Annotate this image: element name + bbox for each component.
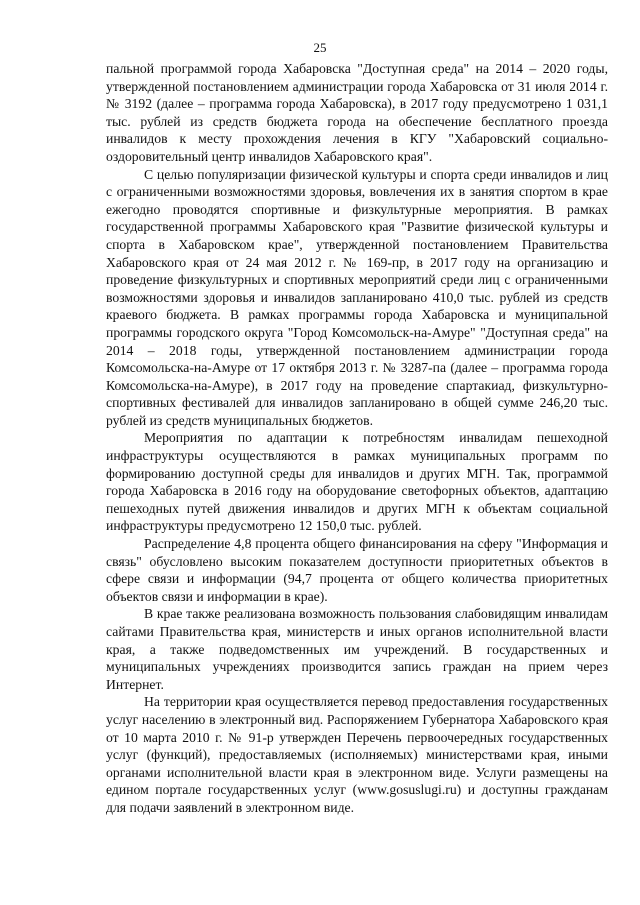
paragraph-information-communication: Распределение 4,8 процента общего финансирования на сферу "Информация и связь" обусловлено высоким показателем доступности приоритетных объектов в сфере связи и информации (94,7 процента от общего количества приоритетных объектов связи и информации в крае). (106, 536, 608, 604)
paragraph-pedestrian-infrastructure: Мероприятия по адаптации к потребностям инвалидам пешеходной инфраструктуры осуществляются в рамках муниципальных программ по формированию доступной среды для инвалидов и других МГН. Так, программой города Хабаровска в 2016 году на оборудование светофорных объектов, адаптацию пешеходных путей движения инвалидов и других МГН к объектам социальной инфраструктуры предусмотрено 12 150,0 тыс. рублей. (106, 430, 608, 534)
paragraph-websites-accessibility: В крае также реализована возможность пользования слабовидящим инвалидам сайтами Правительства края, министерств и иных органов исполнительной власти края, а также подведомственных им учреждений. В государственных и муниципальных учреждениях производится запись граждан на прием через Интернет. (106, 606, 608, 692)
paragraph-sports-events: С целью популяризации физической культуры и спорта среди инвалидов и лиц с ограниченными возможностями здоровья, вовлечения их в занятия спортом в крае ежегодно проводятся спортивные и физкультурные мероприятия. В рамках государственной программы Хабаровского края "Развитие физической культуры и спорта в Хабаровском крае", утвержденной постановлением Правительства Хабаровского края от 24 мая 2012 г. № 169-пр, в 2017 году на организацию и проведение физкультурных и спортивных мероприятий среди лиц с ограниченными возможностями здоровья и инвалидов запланировано 410,0 тыс. рублей из средств краевого бюджета. В рамках программы города Хабаровска и муниципальной программы городского округа "Город Комсомольск-на-Амуре" "Доступная среда" на 2014 – 2018 годы, утвержденной постановлением администрации города Комсомольска-на-Амуре от 17 октября 2013 г. № 3287-па (далее – программа города Комсомольска-на-Амуре), в 2017 году на проведение спартакиад, физкультурно-спортивных фестивалей для инвалидов запланировано в общей сумме 246,20 тыс. рублей из средств муниципальных бюджетов. (106, 166, 608, 428)
body-text (106, 60, 608, 817)
paragraph-electronic-services: На территории края осуществляется перевод предоставления государственных услуг населению в электронный вид. Распоряжением Губернатора Хабаровского края от 10 марта 2010 г. № 91-р утвержден Перечень первоочередных государственных услуг (функций), предоставляемых (исполняемых) министерствами края, иными органами исполнительной власти края в электронном виде. Услуги размещены на едином портале государственных услуг (www.gosuslugi.ru) и доступны гражданам для подачи заявлений в электронном виде. (106, 694, 608, 815)
page-number: 25 (313, 40, 327, 55)
paragraph-transport-program: пальной программой города Хабаровска "Доступная среда" на 2014 – 2020 годы, утвержденной постановлением администрации города Хабаровска от 31 июля 2014 г. № 3192 (далее – программа города Хабаровска), в 2017 году предусмотрено 1 031,1 тыс. рублей из средств бюджета города на обеспечение бесплатного проезда инвалидов к месту прохождения лечения в КГУ "Хабаровский социально-оздоровительный центр инвалидов Хабаровского края". (106, 61, 608, 164)
